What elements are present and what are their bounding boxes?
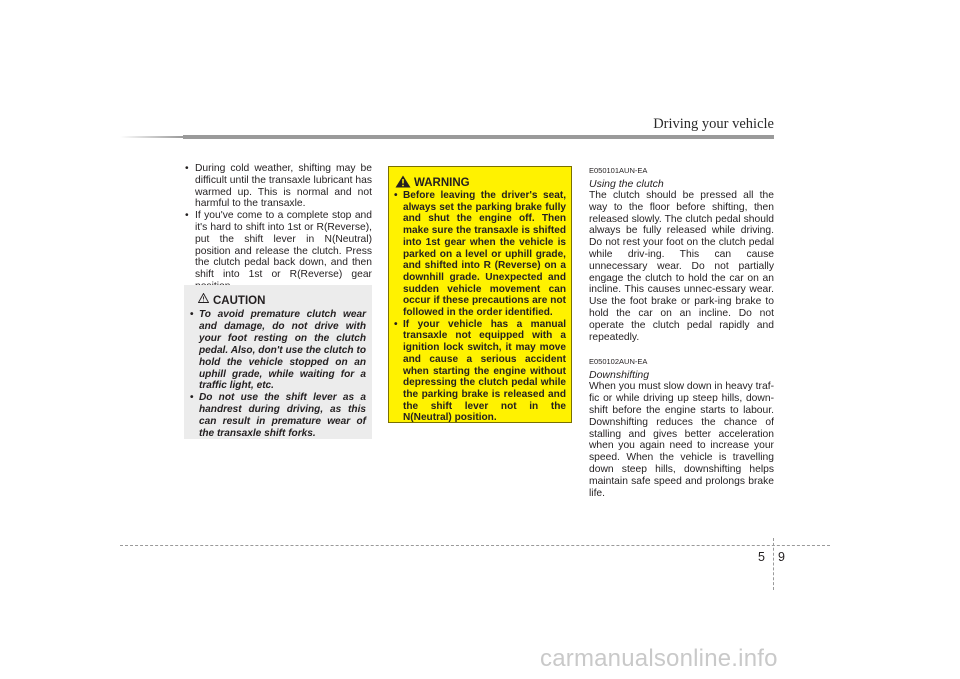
bullet-icon: • (185, 163, 189, 174)
bullet-icon: • (394, 190, 398, 201)
bullet-icon: • (394, 318, 398, 330)
caution-list (190, 309, 366, 440)
bullet-list (184, 163, 372, 293)
section-heading: Downshifting (589, 369, 650, 382)
list-item: • If you've come to a complete stop and it's hard to shift into 1st or R(Reverse), put the shift lever in N(Neutral) position and release the clutch. Press the clutch pedal back down, and then shift into 1st or R(Reverse) gear (185, 210, 372, 281)
bullet-icon: • (190, 392, 194, 404)
warning-box (388, 166, 572, 423)
list-item: • To avoid premature clutch wear and damage, do not drive with your foot resting on the clutch pedal. Also, don't use the clutch to hold the vehicle stopped on an uphill grade, while waiting for a traffic light, etc. (190, 309, 366, 392)
chapter-number: 5 (758, 550, 765, 564)
list-item: • Do not use the shift lever as a handrest during driving, as this can result in premature wear of the transaxle shift forks. (190, 392, 366, 440)
section-title: Driving your vehicle (653, 116, 774, 132)
caution-triangle-icon (198, 293, 210, 306)
list-item: • If your vehicle has a manual transaxle not equipped with a ignition lock switch, it may move and cause a serious accident when starting the engine without depressing the clutch pedal while the parking brake is released and the shift lever not in the N(Neutral) position. (394, 318, 566, 424)
header-rule-fade (120, 136, 183, 138)
list-item: • During cold weather, shifting may be difficult until the transaxle lubricant has warmed up. This is normal and not harmful to the transaxle. (185, 163, 372, 210)
caution-heading (198, 293, 265, 307)
watermark: carmanualsonline.info (540, 645, 778, 672)
list-item: • Before leaving the driver's seat, always set the parking brake fully and shut the engine off. Then make sure the transaxle is shifted into 1st gear when the vehicle is parked on a level or uphill grade, and shifted into R (Reverse) on a downhill grade. Unexpected and sudden vehicle movement can occur if these precautions are not followed in the order identified. (394, 190, 566, 319)
caution-box (184, 285, 372, 439)
warning-list (394, 190, 566, 424)
bullet-icon: • (185, 210, 189, 222)
header-rule (183, 135, 774, 139)
warning-heading (395, 175, 470, 189)
page-number: 9 (778, 550, 785, 564)
section-body: When you must slow down in heavy traf-fic or while driving up steep hills, down-shift before the engine starts to labour. Downshifting reduces the chance of stalling and gives better acceleration when you again need to increase your speed. When the vehicle is travelling down steep hills, downshifting helps maintain safe speed and prolongs brake life. (589, 381, 774, 499)
section-code: E050102AUN-EA (589, 357, 648, 367)
footer-rule (120, 545, 830, 546)
caution-title: CAUTION (213, 295, 266, 307)
footer-separator (773, 538, 774, 590)
section-code: E050101AUN-EA (589, 166, 648, 175)
warning-title: WARNING (414, 177, 470, 189)
right-column (589, 166, 774, 499)
left-column (184, 163, 372, 293)
section-heading: Using the clutch (589, 178, 664, 190)
section-body: The clutch should be pressed all the way to the floor before shifting, then released slowly. The clutch pedal should always be fully released while driving. Do not rest your foot on the clutch pedal while driv-ing. This can cause unnecessary wear. Do not partially engage the clutch to hold the car on an incline. This causes unnec-essary wear. Use the foot brake or park-ing brake to hold the car on an incline. Do not operate the clutch pedal rapidly and repeatedly. (589, 190, 774, 343)
warning-triangle-icon (395, 175, 411, 188)
bullet-icon: • (190, 309, 194, 320)
